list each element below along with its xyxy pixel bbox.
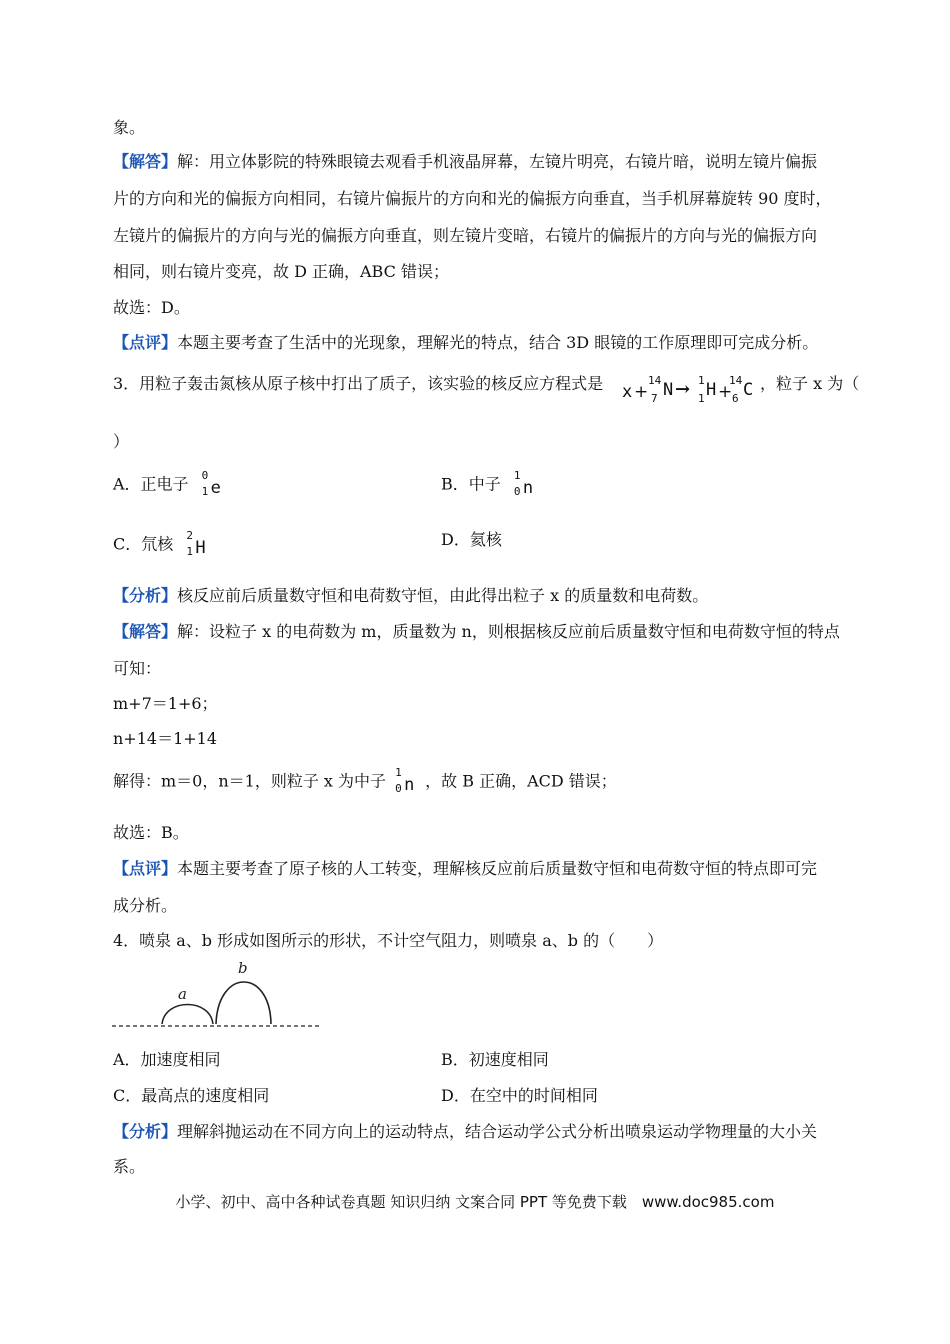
q3-option-c[interactable]: C．氘核 2 1 H <box>113 530 216 560</box>
analysis-tag: 【分析】 <box>113 586 178 605</box>
q3-result: 解得：m＝0，n＝1，则粒子 x 为中子 1 0 n ，故 B 正确，ACD 错误； <box>113 766 617 795</box>
q4-option-b[interactable]: B．初速度相同 <box>441 1050 549 1069</box>
fountain-b-label: b <box>238 960 248 977</box>
q3-comment-line-2: 成分析。 <box>113 896 178 915</box>
q3-option-a[interactable]: A．正电子 0 1 e <box>113 470 232 500</box>
comment-tag: 【点评】 <box>113 859 178 878</box>
analysis-tag: 【分析】 <box>113 1122 178 1141</box>
q3-choice: 故选：B。 <box>113 823 189 842</box>
nuclear-equation: x + 14 7 N → 1 1 H + 14 6 C <box>622 374 754 405</box>
q2-choice: 故选：D。 <box>113 298 190 317</box>
q3-answer-line-1: 【解答】解：设粒子 x 的电荷数为 m，质量数为 n，则根据核反应前后质量数守恒和电荷数守恒的特点 <box>113 622 840 641</box>
answer-tag: 【解答】 <box>113 622 178 641</box>
fountain-figure <box>110 960 322 1030</box>
q4-stem: 4．喷泉 a、b 形成如图所示的形状，不计空气阻力，则喷泉 a、b 的（ ） <box>113 931 664 950</box>
q3-eq2: n+14＝1+14 <box>113 729 218 748</box>
q4-analysis-line-1: 【分析】理解斜抛运动在不同方向上的运动特点，结合运动学公式分析出喷泉运动学物理量的大小关 <box>113 1122 818 1141</box>
q2-answer-line-4: 相同，则右镜片变亮，故 D 正确，ABC 错误； <box>113 262 449 281</box>
q3-analysis: 【分析】核反应前后质量数守恒和电荷数守恒，由此得出粒子 x 的质量数和电荷数。 <box>113 586 709 605</box>
deuteron-symbol: 2 1 H <box>186 529 206 558</box>
q3-paren-close: ） <box>113 432 130 451</box>
q2-answer-line-1: 【解答】解：用立体影院的特殊眼镜去观看手机液晶屏幕，左镜片明亮，右镜片暗，说明左镜片偏振 <box>113 152 818 171</box>
q4-option-c[interactable]: C．最高点的速度相同 <box>113 1086 270 1105</box>
q2-answer-line-3: 左镜片的偏振片的方向与光的偏振方向垂直，则左镜片变暗，右镜片的偏振片的方向与光的偏振方向 <box>113 226 818 245</box>
q2-answer-line-2: 片的方向和光的偏振方向相同，右镜片偏振片的方向和光的偏振方向垂直，当手机屏幕旋转 90 度时， <box>113 189 832 208</box>
neutron-symbol: 1 0 n <box>513 469 534 498</box>
fountain-a-arc <box>162 1005 213 1025</box>
positron-symbol: 0 1 e <box>201 469 221 498</box>
fountain-a-label: a <box>178 985 187 1003</box>
comment-tag: 【点评】 <box>113 333 178 352</box>
q3-stem-end: ，粒子 x 为（ <box>760 374 860 393</box>
q3-eq1: m+7＝1+6； <box>113 694 218 713</box>
neutron-symbol: 1 0 n <box>395 766 415 795</box>
q4-analysis-line-2: 系。 <box>113 1157 146 1176</box>
q4-option-d[interactable]: D．在空中的时间相同 <box>441 1086 598 1105</box>
fountain-b-arc <box>216 982 271 1024</box>
q2-tail: 象。 <box>113 118 146 137</box>
q4-option-a[interactable]: A．加速度相同 <box>113 1050 221 1069</box>
q3-comment-line-1: 【点评】本题主要考查了原子核的人工转变，理解核反应前后质量数守恒和电荷数守恒的特点即可完 <box>113 859 818 878</box>
q2-comment: 【点评】本题主要考查了生活中的光现象，理解光的特点，结合 3D 眼镜的工作原理即可完成分析。 <box>113 333 819 352</box>
q3-option-b[interactable]: B．中子 1 0 n <box>441 470 544 500</box>
q3-stem: 3．用粒子轰击氮核从原子核中打出了质子，该实验的核反应方程式是 <box>113 374 604 393</box>
page-footer[interactable]: 小学、初中、高中各种试卷真题 知识归纳 文案合同 PPT 等免费下载 www.doc985.com <box>175 1193 775 1211</box>
answer-tag: 【解答】 <box>113 152 178 171</box>
q3-answer-line-2: 可知： <box>113 659 162 678</box>
q3-option-d[interactable]: D．氦核 <box>441 530 502 549</box>
